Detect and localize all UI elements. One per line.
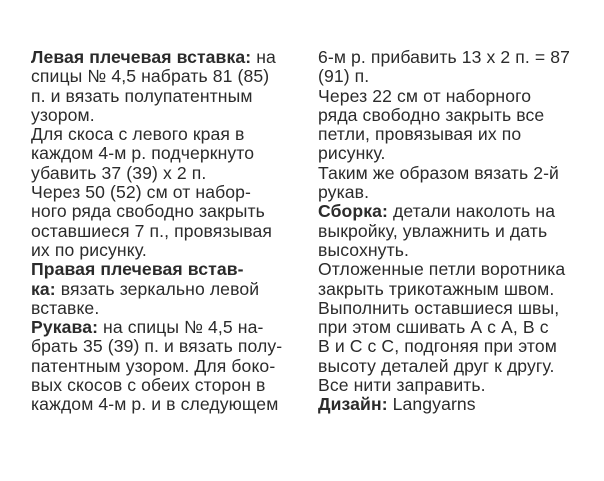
- text-line: [318, 222, 598, 241]
- body-text: высоту деталей друг к другу.: [318, 355, 555, 376]
- body-text: Отложенные петли воротника: [318, 259, 566, 280]
- body-text: рисунку.: [318, 143, 386, 164]
- bold-heading: ка:: [31, 278, 56, 299]
- body-text: п. и вязать полупатентным: [31, 85, 253, 106]
- text-line: [31, 280, 309, 299]
- body-text: Выполнить оставшиеся швы,: [318, 297, 560, 318]
- body-text: закрыть трикотажным швом.: [318, 278, 555, 299]
- body-text: детали наколоть на: [387, 201, 556, 222]
- text-line: [318, 241, 598, 260]
- body-text: Для скоса с левого края в: [31, 124, 245, 145]
- text-line: [318, 395, 598, 414]
- text-line: [31, 260, 309, 279]
- text-line: [31, 395, 309, 414]
- text-line: [31, 318, 309, 337]
- body-text: вых скосов с обеих сторон в: [31, 375, 266, 396]
- text-line: [318, 357, 598, 376]
- body-text: патентным узором. Для боко-: [31, 355, 276, 376]
- body-text: Все нити заправить.: [318, 375, 486, 396]
- text-line: [318, 260, 598, 279]
- body-text: ряда свободно закрыть все: [318, 104, 545, 125]
- text-line: [31, 144, 309, 163]
- body-text: высохнуть.: [318, 239, 409, 260]
- text-line: [31, 67, 309, 86]
- body-text: петли, провязывая их по: [318, 124, 522, 145]
- body-text: узором.: [31, 104, 95, 125]
- text-line: [31, 241, 309, 260]
- text-line: [318, 299, 598, 318]
- text-line: [318, 318, 598, 337]
- body-text: В и С с С, подгоняя при этом: [318, 336, 557, 357]
- body-text: спицы № 4,5 набрать 81 (85): [31, 66, 270, 87]
- text-line: [31, 125, 309, 144]
- text-line: [318, 144, 598, 163]
- body-text: каждом 4-м р. и в следующем: [31, 394, 279, 415]
- body-text: Langyarns: [387, 394, 476, 415]
- body-text: вязать зеркально левой: [55, 278, 260, 299]
- body-text: их по рисунку.: [31, 239, 147, 260]
- body-text: 6-м р. прибавить 13 х 2 п. = 87: [318, 47, 571, 67]
- body-text: выкройку, увлажнить и дать: [318, 220, 548, 241]
- body-text: убавить 37 (39) х 2 п.: [31, 162, 207, 183]
- text-line: [31, 202, 309, 221]
- left-column: [31, 48, 309, 415]
- bold-heading: Рукава:: [31, 317, 99, 338]
- body-text: Таким же образом вязать 2-й: [318, 162, 559, 183]
- bold-heading: Дизайн:: [318, 394, 388, 415]
- text-line: [31, 48, 309, 67]
- body-text: брать 35 (39) п. и вязать полу-: [31, 336, 283, 357]
- right-column: [318, 48, 598, 415]
- text-line: [318, 106, 598, 125]
- body-text: Через 22 см от наборного: [318, 85, 532, 106]
- text-line: [31, 183, 309, 202]
- body-text: рукав.: [318, 182, 370, 203]
- body-text: при этом сшивать А с А, В с: [318, 317, 549, 338]
- text-line: [318, 337, 598, 356]
- text-line: [31, 337, 309, 356]
- text-line: [31, 376, 309, 395]
- body-text: на спицы № 4,5 на-: [98, 317, 264, 338]
- text-line: [318, 67, 598, 86]
- text-line: [318, 87, 598, 106]
- text-line: [318, 183, 598, 202]
- text-line: [31, 87, 309, 106]
- body-text: вставке.: [31, 297, 100, 318]
- text-line: [31, 357, 309, 376]
- text-line: [318, 202, 598, 221]
- body-text: (91) п.: [318, 66, 370, 87]
- text-line: [31, 222, 309, 241]
- body-text: на: [251, 47, 276, 67]
- bold-heading: Левая плечевая вставка:: [31, 47, 252, 67]
- text-line: [318, 125, 598, 144]
- text-line: [318, 280, 598, 299]
- body-text: каждом 4-м р. подчеркнуто: [31, 143, 255, 164]
- text-line: [318, 376, 598, 395]
- body-text: ного ряда свободно закрыть: [31, 201, 265, 222]
- bold-heading: Правая плечевая встав-: [31, 259, 244, 280]
- body-text: оставшиеся 7 п., провязывая: [31, 220, 273, 241]
- text-line: [31, 164, 309, 183]
- text-line: [31, 106, 309, 125]
- body-text: Через 50 (52) см от набор-: [31, 182, 252, 203]
- bold-heading: Сборка:: [318, 201, 388, 222]
- text-line: [31, 299, 309, 318]
- text-line: [318, 48, 598, 67]
- text-line: [318, 164, 598, 183]
